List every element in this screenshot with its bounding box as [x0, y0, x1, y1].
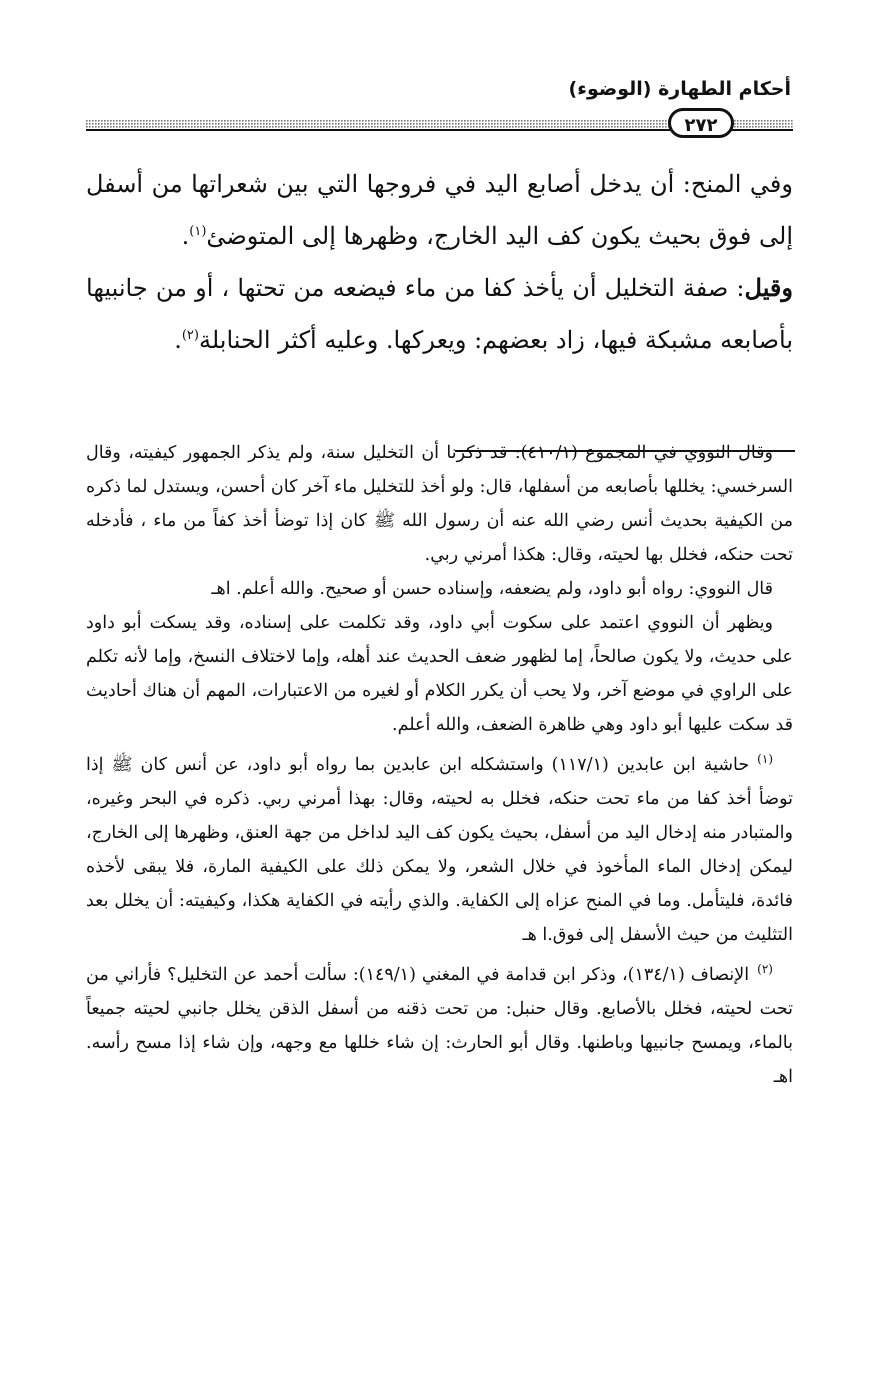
footnotes	[86, 436, 793, 1094]
footnote-ref-1[interactable]: (١)	[189, 224, 207, 239]
footnote-1: $^{(١)}$حاشية ابن عابدين (١١٧/١) واستشكله ابن عابدين بما رواه أبو داود، عن أنس كان ﷺ إذا توضأ أخذ كفا من ماء تحت حنكه، فخلل به لحيته، وقال: بهذا أمرني ربي. ذكره في البحر وغيره، والمتبادر منه إدخال اليد من أسفل، بحيث يكون كف اليد لداخل من جهة العنق، وظهرها إلى الخارج، ليمكن إدخال الماء المأخوذ في خلال الشعر، ولا يمكن ذلك على الكيفية المارة، فلا يبقى لأخذه فائدة، فليتأمل. وما في المنح عزاه إلى الكفاية. والذي رأيته في الكفاية هكذا، وكيفيته: أن يخلل بعد التثليث من حيث الأسفل إلى فوق.ا هـ	[86, 752, 793, 945]
paragraph-2-lead: وقيل	[744, 273, 793, 302]
footnote-continuation-2: قال النووي: رواه أبو داود، ولم يضعفه، وإسناده حسن أو صحيح. والله أعلم. اهـ	[211, 579, 773, 599]
footnote-2: $^{(٢)}$الإنصاف (١٣٤/١)، وذكر ابن قدامة في المغني (١٤٩/١): سألت أحمد عن التخليل؟ فأراني من تحت لحيته، فخلل بالأصابع. وقال حنبل: من تحت ذقنه من أسفل الذقن يخلل جانبي لحيته جميعاً بالماء، ويمسح جانبيها وباطنها. وقال أبو الحارث: إن شاء خللها مع وجهه، وإن شاء إذا مسح رأسه. اهـ	[86, 961, 793, 1087]
running-title: أحكام الطهارة (الوضوء)	[568, 78, 791, 100]
footnote-2-number: (٢)	[757, 961, 773, 976]
page-number: ٢٧٢	[668, 108, 734, 138]
footnote-ref-2[interactable]: (٢)	[181, 328, 199, 343]
main-text	[86, 158, 793, 366]
paragraph-2: وقيل: صفة التخليل أن يأخذ كفا من ماء فيضعه من تحتها ، أو من جانبيها بأصابعه مشبكة فيها، زاد بعضهم: ويعركها. وعليه أكثر الحنابلة$^{(٢)}$.	[86, 273, 793, 354]
footnote-continuation-1: وقال النووي في المجموع (٤١٠/١): قد ذكرنا أن التخليل سنة، ولم يذكر الجمهور كيفيته، وقال السرخسي: يخللها بأصابعه من أسفلها، قال: ولو أخذ للتخليل ماء آخر كان أحسن، ويستدل لما ذكره من الكيفية بحديث أنس رضي الله عنه أن رسول الله ﷺ كان إذا توضأ أخذ كفاً من ماء ، فأدخله تحت حنكه، فخلل بها لحيته، وقال: هكذا أمرني ربي.	[86, 443, 793, 565]
footnote-continuation-3: ويظهر أن النووي اعتمد على سكوت أبي داود، وقد تكلمت على إسناده، وقد يسكت أبو داود على حديث، ولا يكون صالحاً، إما لظهور ضعف الحديث عند أهله، وإما لاختلاف النسخ، وإما لأنه تكلم على الراوي في موضع آخر، ولا يحب أن يكرر الكلام أو لغيره من الاعتبارات، المهم أن هناك أحاديث قد سكت عليها أبو داود وهي ظاهرة الضعف، والله أعلم.	[86, 613, 793, 735]
footnote-1-number: (١)	[757, 752, 773, 766]
paragraph-1: وفي المنح: أن يدخل أصابع اليد في فروجها التي بين شعراتها من أسفل إلى فوق بحيث يكون كف اليد الخارج، وظهرها إلى المتوضئ$^{(١)}$.	[86, 170, 793, 250]
